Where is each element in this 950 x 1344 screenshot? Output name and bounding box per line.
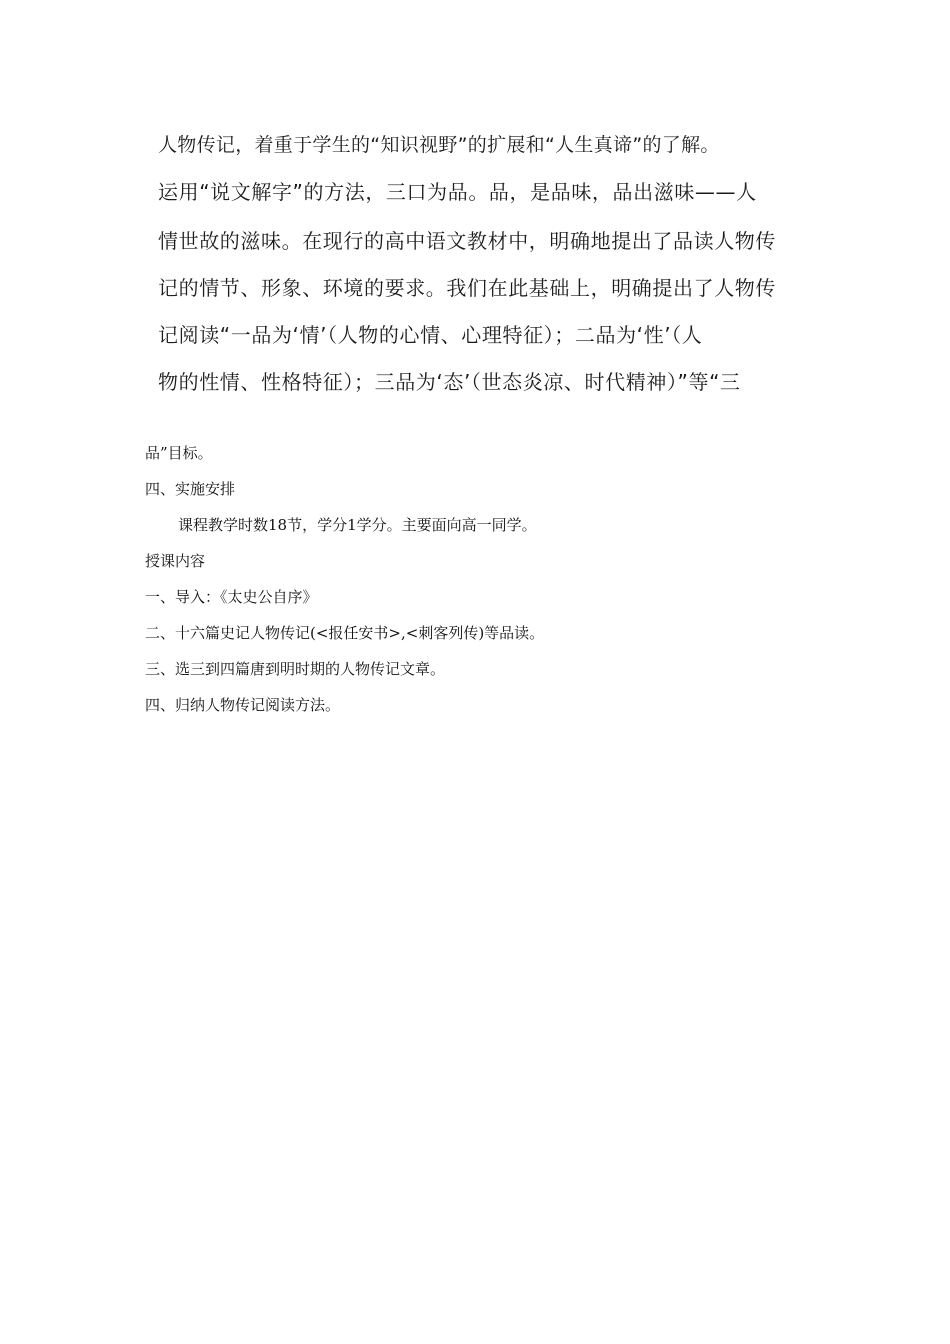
paragraph-continuation: 品”目标。 <box>145 444 213 462</box>
scanned-line: 运用“说文解字”的方法，三口为品。品，是品味，品出滋味——人 <box>158 180 757 204</box>
section-heading: 四、实施安排 <box>145 480 236 498</box>
list-item: 三、选三到四篇唐到明时期的人物传记文章。 <box>145 660 446 678</box>
list-item: 四、归纳人物传记阅读方法。 <box>145 696 341 714</box>
scanned-line: 记的情节、形象、环境的要求。我们在此基础上，明确提出了人物传 <box>158 276 776 300</box>
scanned-line: 情世故的滋味。在现行的高中语文教材中，明确地提出了品读人物传 <box>158 229 776 253</box>
list-item: 一、导入：《太史公自序》 <box>145 588 318 606</box>
section-text: 课程教学时数18节，学分1学分。主要面向高一同学。 <box>178 516 537 534</box>
scanned-line: 物的性情、性格特征）；三品为‘态’（世态炎凉、时代精神）”等“三 <box>158 370 741 394</box>
scanned-line: 人物传记，着重于学生的“知识视野”的扩展和“人生真谛”的了解。 <box>158 134 720 156</box>
scanned-line: 记阅读“一品为‘情’（人物的心情、心理特征）；二品为‘性’（人 <box>158 323 703 347</box>
content-heading: 授课内容 <box>145 552 206 570</box>
list-item: 二、十六篇史记人物传记(<报任安书>,<刺客列传)等品读。 <box>145 624 545 642</box>
